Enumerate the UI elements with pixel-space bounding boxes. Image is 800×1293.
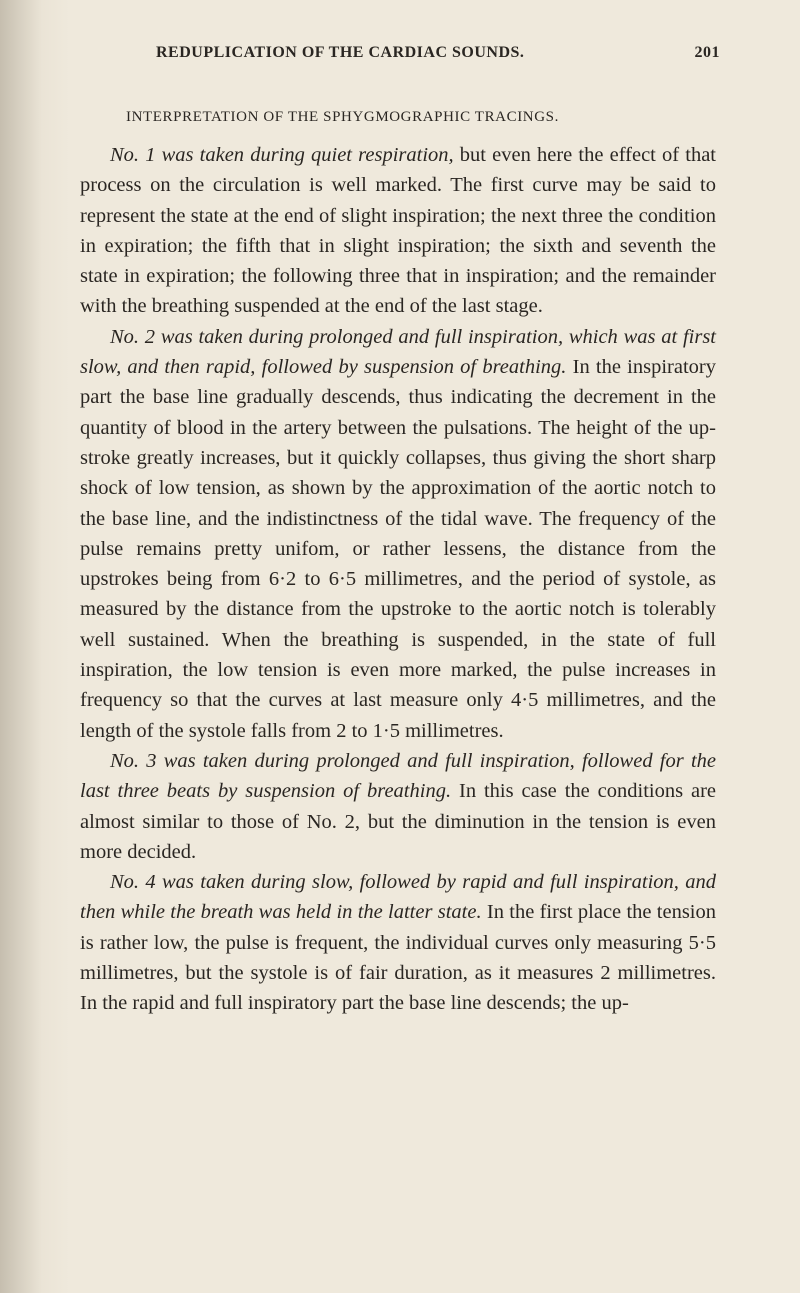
page-number: 201 (694, 44, 720, 61)
paragraph-no-2 (80, 322, 716, 746)
paragraph-lead: No. 1 was taken during quiet respiration, (110, 144, 454, 166)
paragraph-lead: No. 2 was taken during prolonged and full inspiration, which was at first slow, and then rapid, followed by suspension of breathing. (80, 325, 716, 379)
paragraph-text: but even here the effect of that process on the circulation is well marked. The first curve may be said to represent the state at the end of slight inspiration; the next three the condition in expiration; the fifth that in slight inspiration; the sixth and seventh the state in expiration; the following three that in inspiration; and the remainder with the breathing suspended at the end of the last stage. (80, 144, 716, 318)
paragraph-lead: No. 3 was taken during prolonged and full inspiration, followed for the last three beats by suspension of breathing. (80, 749, 716, 803)
paragraph-text: In this case the conditions are almost similar to those of No. 2, but the diminution in the tension is even more decided. (80, 780, 716, 863)
section-heading: INTERPRETATION OF THE SPHYGMOGRAPHIC TRACINGS. (126, 109, 559, 125)
paragraph-text: In the inspiratory part the base line gradually descends, thus indicating the decrement in the quantity of blood in the artery between the pulsations. The height of the up-stroke greatly increases, but it quickly collapses, thus giving the short sharp shock of low tension, as shown by the approximation of the aortic notch to the base line, and the indistinctness of the tidal wave. The frequency of the pulse remains pretty unifom, or rather lessens, the distance from the upstrokes being from 6·2 to 6·5 millimetres, and the period of systole, as measured by the distance from the upstroke to the aortic notch is tolerably well sustained. When the breathing is suspended, in the state of full inspiration, the low tension is even more marked, the pulse increases in frequency so that the curves at last measure only 4·5 millimetres, and the length of the systole falls from 2 to 1·5 millimetres. (80, 356, 716, 742)
paragraph-text: In the first place the tension is rather low, the pulse is frequent, the individual curves only measuring 5·5 millimetres, but the systole is of fair duration, as it measures 2 millimetres. In the rapid and full inspiratory part the base line descends; the up- (80, 901, 716, 1015)
running-title: REDUPLICATION OF THE CARDIAC SOUNDS. (156, 44, 525, 61)
paragraph-lead: No. 4 was taken during slow, followed by rapid and full inspiration, and then while the breath was held in the latter state. (80, 871, 716, 924)
book-page (70, 0, 770, 1293)
body-text (80, 140, 716, 1019)
paragraph-no-3 (80, 746, 716, 867)
paragraph-no-4 (80, 867, 716, 1018)
page-gutter-shadow (0, 0, 70, 1293)
paragraph-no-1 (80, 140, 716, 322)
